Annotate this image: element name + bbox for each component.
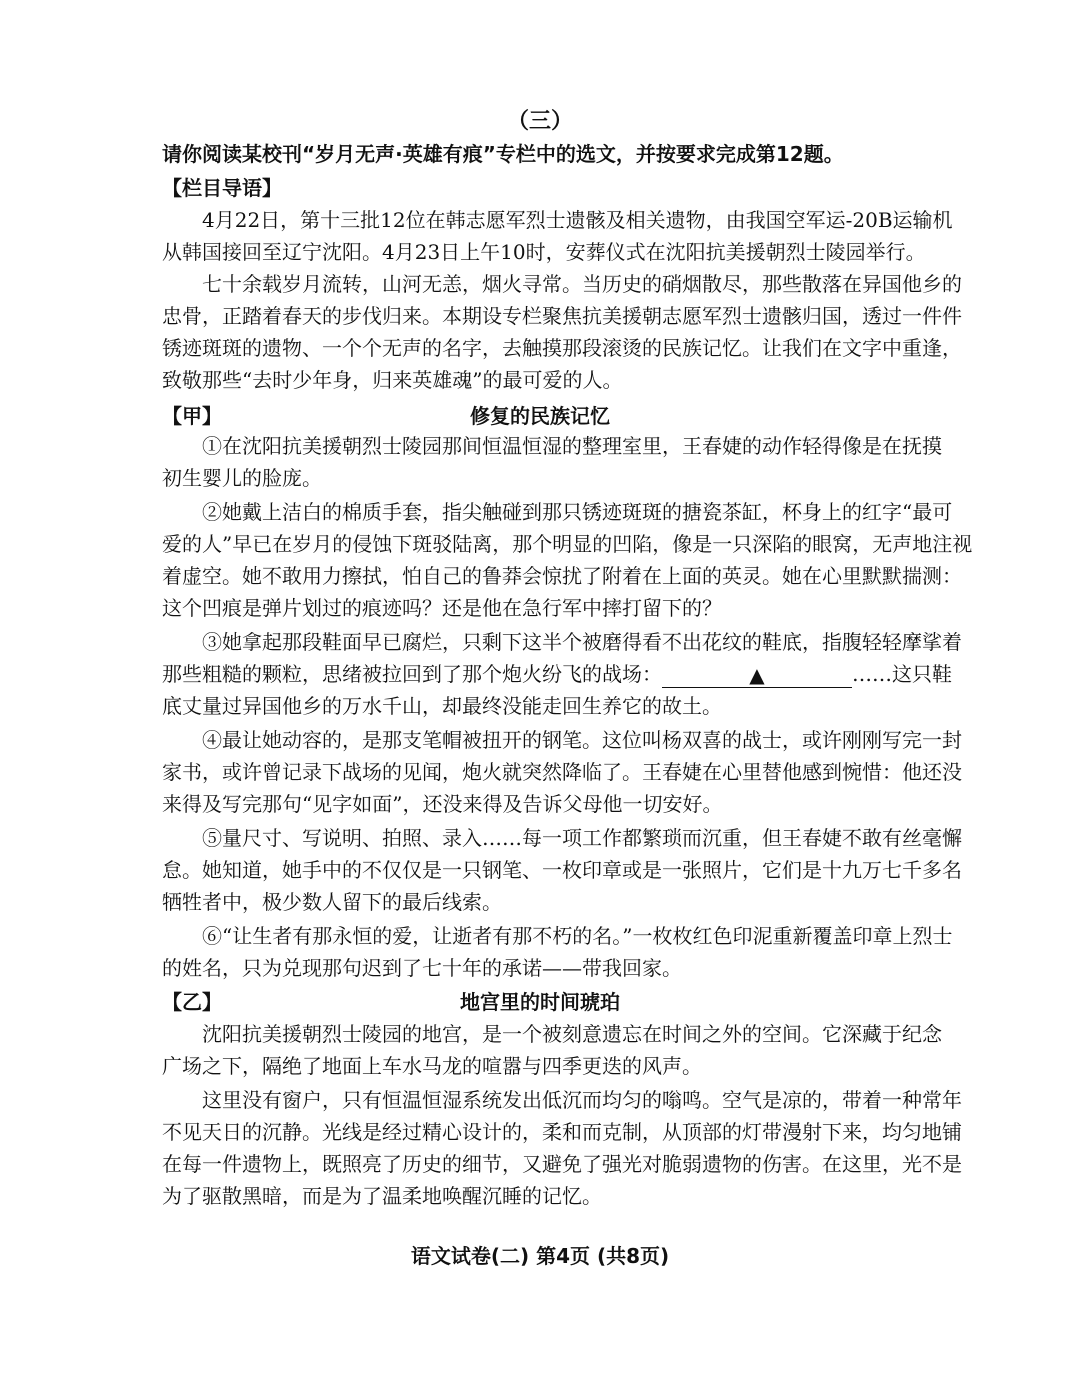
- jia-p2-line3: 着虚空。她不敢用力擦拭，怕自己的鲁莽会惊扰了附着在上面的英灵。她在心里默默揣测：: [162, 564, 962, 588]
- jia-p6-line2: 的姓名，只为兑现那句迟到了七十年的承诺——带我回家。: [162, 956, 682, 980]
- intro-p1-line2: 从韩国接回至辽宁沈阳。4月23日上午10时，安葬仪式在沈阳抗美援朝烈士陵园举行。: [162, 240, 926, 264]
- yi-title: 地宫里的时间琥珀: [460, 990, 620, 1014]
- intro-p2-line1: 七十余载岁月流转，山河无恙，烟火寻常。当历史的硝烟散尽，那些散落在异国他乡的: [202, 272, 962, 296]
- yi-tag: 【乙】: [162, 990, 222, 1014]
- yi-p2-line1: 这里没有窗户，只有恒温恒湿系统发出低沉而均匀的嗡鸣。空气是凉的，带着一种常年: [202, 1088, 962, 1112]
- jia-p3-line1: ③她拿起那段鞋面早已腐烂，只剩下这半个被磨得看不出花纹的鞋底，指腹轻轻摩挲着: [202, 630, 962, 654]
- jia-p2-line2: 爱的人”早已在岁月的侵蚀下斑驳陆离，那个明显的凹陷，像是一只深陷的眼窝，无声地注视: [162, 532, 973, 556]
- yi-p2-line2: 不见天日的沉静。光线是经过精心设计的，柔和而克制，从顶部的灯带漫射下来，均匀地铺: [162, 1120, 962, 1144]
- section-heading: （三）: [506, 109, 573, 134]
- jia-p5-line2: 怠。她知道，她手中的不仅仅是一只钢笔、一枚印章或是一张照片，它们是十九万七千多名: [162, 858, 962, 882]
- jia-p2-line1: ②她戴上洁白的棉质手套，指尖触碰到那只锈迹斑斑的搪瓷茶缸，杯身上的红字“最可: [202, 500, 953, 524]
- jia-title: 修复的民族记忆: [470, 404, 610, 428]
- jia-p3-line2-pre: 那些粗糙的颗粒，思绪被拉回到了那个炮火纷飞的战场：: [162, 662, 662, 686]
- intro-p1-line1: 4月22日，第十三批12位在韩志愿军烈士遗骸及相关遗物，由我国空军运-20B运输机: [202, 208, 953, 232]
- jia-p5-line1: ⑤量尺寸、写说明、拍照、录入……每一项工作都繁琐而沉重，但王春婕不敢有丝毫懈: [202, 826, 962, 850]
- jia-p2-line4: 这个凹痕是弹片划过的痕迹吗？还是他在急行军中摔打留下的？: [162, 596, 722, 620]
- intro-p2-line3: 锈迹斑斑的遗物、一个个无声的名字，去触摸那段滚烫的民族记忆。让我们在文字中重逢，: [162, 336, 962, 360]
- instruction: 请你阅读某校刊“岁月无声·英雄有痕”专栏中的选文，并按要求完成第12题。: [162, 142, 844, 166]
- jia-p1-line2: 初生婴儿的脸庞。: [162, 466, 322, 490]
- jia-p4-line2: 家书，或许曾记录下战场的见闻，炮火就突然降临了。王春婕在心里替他感到惋惜：他还没: [162, 760, 962, 784]
- jia-p1-line1: ①在沈阳抗美援朝烈士陵园那间恒温恒湿的整理室里，王春婕的动作轻得像是在抚摸: [202, 434, 942, 458]
- page-footer: 语文试卷(二) 第4页 (共8页): [410, 1244, 670, 1268]
- yi-p2-line4: 为了驱散黑暗，而是为了温柔地唤醒沉睡的记忆。: [162, 1184, 602, 1208]
- jia-p5-line3: 牺牲者中，极少数人留下的最后线索。: [162, 890, 502, 914]
- answer-blank[interactable]: ▲: [662, 663, 852, 688]
- jia-tag: 【甲】: [162, 404, 222, 428]
- intro-p2-line2: 忠骨，正踏着春天的步伐归来。本期设专栏聚焦抗美援朝志愿军烈士遗骸归国，透过一件件: [162, 304, 962, 328]
- intro-tag: 【栏目导语】: [162, 176, 282, 200]
- yi-p2-line3: 在每一件遗物上，既照亮了历史的细节，又避免了强光对脆弱遗物的伤害。在这里，光不是: [162, 1152, 962, 1176]
- jia-p3-line2: [162, 660, 952, 688]
- intro-p2-line4: 致敬那些“去时少年身，归来英雄魂”的最可爱的人。: [162, 368, 623, 392]
- jia-p4-line1: ④最让她动容的，是那支笔帽被扭开的钢笔。这位叫杨双喜的战士，或许刚刚写完一封: [202, 728, 962, 752]
- yi-p1-line2: 广场之下，隔绝了地面上车水马龙的喧嚣与四季更迭的风声。: [162, 1054, 702, 1078]
- jia-p4-line3: 来得及写完那句“见字如面”，还没来得及告诉父母他一切安好。: [162, 792, 723, 816]
- jia-p3-line2-post: ……这只鞋: [852, 662, 952, 686]
- jia-p3-line3: 底丈量过异国他乡的万水千山，却最终没能走回生养它的故土。: [162, 694, 722, 718]
- yi-p1-line1: 沈阳抗美援朝烈士陵园的地宫，是一个被刻意遗忘在时间之外的空间。它深藏于纪念: [202, 1022, 942, 1046]
- jia-p6-line1: ⑥“让生者有那永恒的爱，让逝者有那不朽的名。”一枚枚红色印泥重新覆盖印章上烈士: [202, 924, 953, 948]
